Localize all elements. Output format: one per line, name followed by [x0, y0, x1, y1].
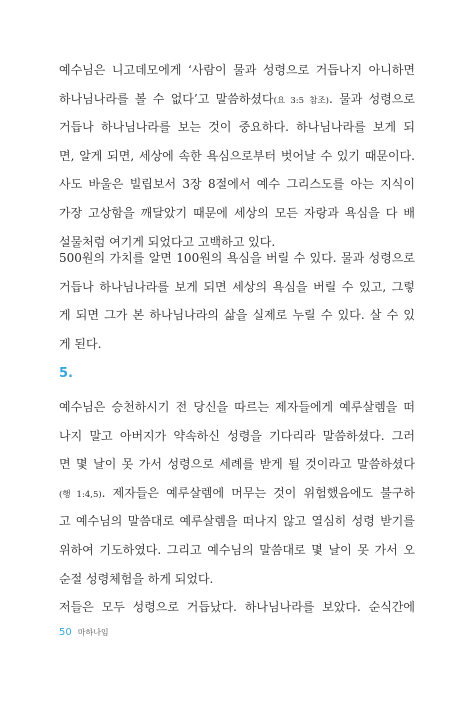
- page-footer: [59, 623, 109, 637]
- line-text: . 제자들은 예루살렘에 머무는 것이 위험했음에도 불구하: [101, 485, 415, 500]
- text-line: 예수님은 승천하시기 전 당신을 따르는 제자들에게 예루살렘을 떠: [59, 400, 415, 414]
- text-line: 500원의 가치를 알면 100원의 욕심을 버릴 수 있다. 물과 성령으로: [59, 251, 415, 265]
- text-line: 사도 바울은 빌립보서 3장 8절에서 예수 그리스도를 아는 지식이: [59, 177, 415, 192]
- paragraph-value: [59, 244, 415, 358]
- section-body: [59, 393, 415, 622]
- text-line: 면 몇 날이 못 가서 성령으로 세례를 받게 될 것이라고 말씀하셨다: [59, 457, 415, 472]
- text-line: [59, 479, 415, 508]
- text-line: 거듭나 하나님나라를 보게 되면 세상의 욕심을 버릴 수 있고, 그렇: [59, 279, 415, 294]
- text-line: 면, 알게 되면, 세상에 속한 욕심으로부터 벗어날 수 있기 때문이다.: [59, 148, 415, 163]
- running-title: 마하나임: [77, 628, 109, 637]
- text-line: 위하여 기도하였다. 그리고 예수님의 말씀대로 몇 날이 못 가서 오: [59, 542, 415, 557]
- scripture-reference: (행 1:4,5): [59, 489, 102, 500]
- paragraph-nicodemus: [59, 56, 415, 256]
- text-line: 가장 고상함을 깨달았기 때문에 세상의 모든 자랑과 욕심을 다 배: [59, 205, 415, 220]
- text-line: 순절 성령체험을 하게 되었다.: [59, 571, 214, 586]
- text-line: 예수님은 니고데모에게 ‘사람이 물과 성령으로 거듭나지 아니하면: [59, 63, 415, 77]
- text-line: 게 된다.: [59, 336, 102, 351]
- section-number: 5.: [59, 366, 73, 381]
- scripture-reference: (요 3:5 참조): [273, 95, 329, 106]
- text-line: 저들은 모두 성령으로 거듭났다. 하나님나라를 보았다. 순식간에: [59, 600, 415, 615]
- page-number: 50: [59, 627, 72, 638]
- text-line: 게 되면 그가 본 하나님나라의 삶을 실제로 누릴 수 있다. 살 수 있: [59, 308, 415, 323]
- text-line: 설물처럼 여기게 되었다고 고백하고 있다.: [59, 234, 276, 249]
- text-line: 나지 말고 아버지가 약속하신 성령을 기다리라 말씀하셨다. 그러: [59, 428, 415, 443]
- text-line: 거듭나 하나님나라를 보는 것이 중요하다. 하나님나라를 보게 되: [59, 120, 415, 135]
- text-line: 고 예수님의 말씀대로 예루살렘을 떠나지 않고 열심히 성령 받기를: [59, 514, 415, 529]
- text-line: [59, 85, 415, 114]
- line-text: . 물과 성령으로: [328, 91, 415, 106]
- line-text: 하나님나라를 볼 수 없다’고 말씀하셨다: [59, 91, 274, 106]
